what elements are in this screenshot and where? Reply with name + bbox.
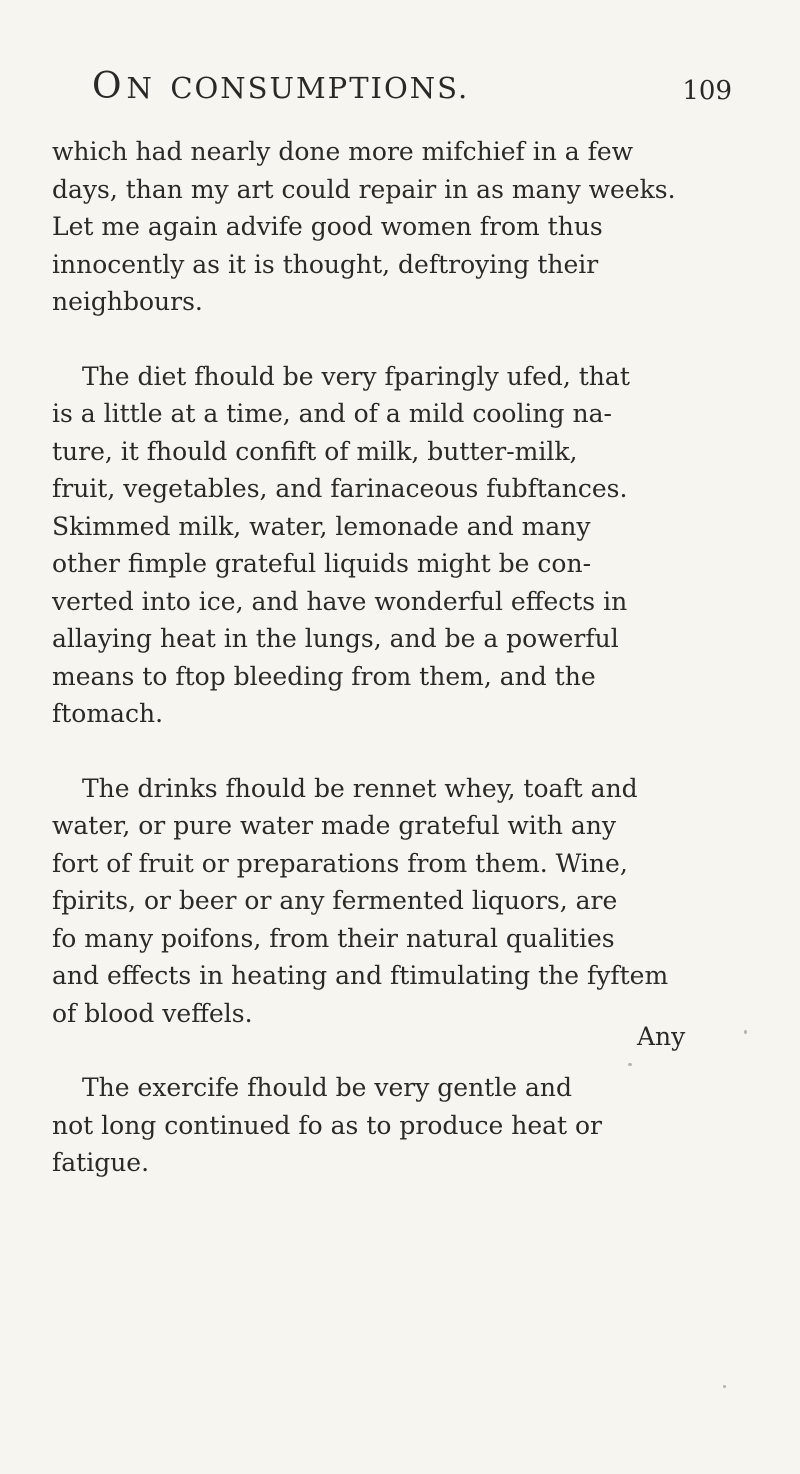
running-head	[92, 60, 732, 110]
catchword: Any	[637, 1022, 686, 1051]
text-line: and effects in heating and ftimulating the fyftem	[52, 961, 669, 990]
text-line: allaying heat in the lungs, and be a powerful	[52, 624, 619, 653]
text-line: fo many poifons, from their natural qualities	[52, 923, 615, 953]
text-line: The diet fhould be very fparingly ufed, that	[82, 361, 630, 391]
text-line: ftomach.	[52, 699, 164, 728]
paper-speck	[744, 1030, 747, 1034]
paragraph-1	[52, 133, 732, 321]
text-line: fruit, vegetables, and farinaceous fubftances.	[52, 474, 628, 503]
body-text	[52, 133, 732, 1219]
text-line: water, or pure water made grateful with any	[52, 811, 617, 840]
paragraph-3	[52, 770, 732, 1033]
paper-speck	[628, 1063, 632, 1066]
text-line: not long continued fo as to produce heat or	[52, 1110, 603, 1140]
paragraph-2	[52, 358, 732, 733]
running-title-initial: O	[92, 66, 127, 107]
text-line: fort of fruit or preparations from them. Wine,	[52, 848, 628, 878]
text-line: other fimple grateful liquids might be con-	[52, 549, 592, 578]
text-line: fpirits, or beer or any fermented liquors, are	[52, 886, 618, 915]
paper-speck	[723, 1385, 726, 1388]
running-title-rest: CONSUMPTIONS.	[170, 71, 470, 105]
text-line: verted into ice, and have wonderful effects in	[52, 586, 628, 616]
text-line: ture, it fhould confift of milk, butter-milk,	[52, 436, 578, 466]
text-line: The drinks fhould be rennet whey, toaft and	[82, 773, 638, 803]
text-line: The exercife fhould be very gentle and	[82, 1073, 572, 1102]
text-line: which had nearly done more mifchief in a few	[52, 137, 634, 166]
text-line: days, than my art could repair in as many weeks.	[52, 174, 676, 204]
text-line: Let me again advife good women from thus	[52, 212, 603, 241]
text-line: means to ftop bleeding from them, and the	[52, 661, 596, 691]
text-line: fatigue.	[52, 1148, 150, 1177]
text-line: Skimmed milk, water, lemonade and many	[52, 511, 591, 541]
text-line: innocently as it is thought, deftroying their	[52, 249, 599, 279]
running-title-word: N	[126, 71, 154, 105]
page-number: 109	[682, 76, 732, 106]
text-line: of blood veffels.	[52, 998, 253, 1028]
running-title	[92, 66, 469, 107]
text-line: is a little at a time, and of a mild cooling na-	[52, 399, 612, 428]
text-line: neighbours.	[52, 287, 203, 316]
paragraph-4	[52, 1069, 732, 1182]
